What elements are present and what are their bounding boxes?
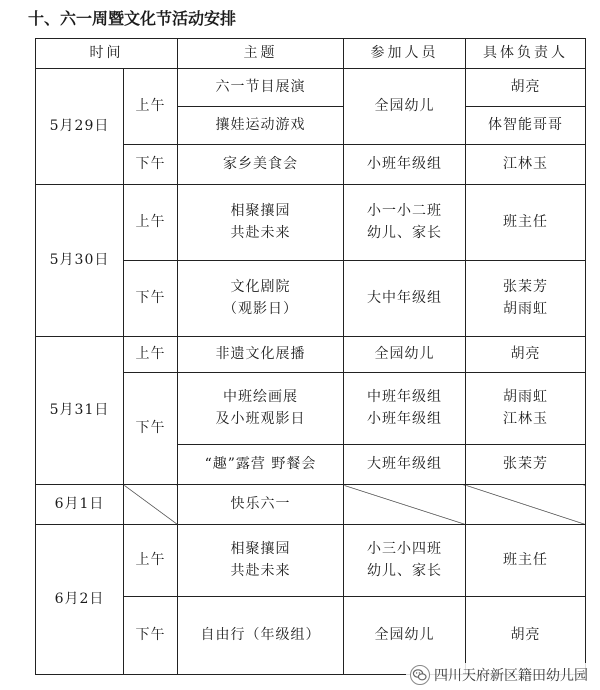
leader-line: 江林玉 [503,410,548,427]
leader-cell: 胡亮 [466,69,586,107]
participants-line: 幼儿、家长 [367,562,442,579]
theme-line: 中班绘画展 [223,388,298,405]
theme-cell: 六一节目展演 [178,69,344,107]
header-theme: 主题 [178,39,344,69]
table-row [36,525,586,597]
theme-line: 文化剧院 [230,278,291,295]
theme-cell: 家乡美食会 [178,145,344,185]
leader-cell: 胡亮 [466,337,586,373]
header-leader: 具体负责人 [466,39,586,69]
participants-cell: 全园幼儿 [344,337,466,373]
leader-line: 胡雨虹 [503,388,548,405]
section-heading: 十、六一周暨文化节活动安排 [28,9,237,28]
leader-line: 张茉芳 [503,278,548,295]
participants-line: 小一小二班 [367,202,442,219]
schedule-table [35,38,586,675]
leader-cell: 张茉芳 [466,445,586,485]
date-cell: 5月30日 [36,185,124,337]
theme-cell [178,525,344,597]
leader-cell: 班主任 [466,185,586,261]
period-cell: 下午 [124,261,178,337]
theme-cell [178,373,344,445]
date-cell: 5月31日 [36,337,124,485]
date-cell: 6月1日 [36,485,124,525]
theme-line: （观影日） [223,300,298,317]
empty-diagonal-cell [466,485,586,525]
header-row [36,39,586,69]
leader-cell: 胡亮 [466,597,586,675]
participants-cell [344,185,466,261]
theme-cell: 攘娃运动游戏 [178,107,344,145]
period-cell: 上午 [124,185,178,261]
header-time: 时间 [36,39,178,69]
period-cell: 上午 [124,337,178,373]
theme-line: 及小班观影日 [215,410,306,427]
participants-line: 幼儿、家长 [367,224,442,241]
theme-cell: 快乐六一 [178,485,344,525]
table-row [36,69,586,107]
participants-cell: 大班年级组 [344,445,466,485]
leader-cell [466,373,586,445]
participants-cell: 全园幼儿 [344,69,466,145]
leader-cell: 江林玉 [466,145,586,185]
theme-line: 相聚攘园 [230,202,291,219]
theme-line: 相聚攘园 [230,540,291,557]
empty-diagonal-cell [344,485,466,525]
leader-line: 胡雨虹 [503,300,548,317]
theme-cell: 非遗文化展播 [178,337,344,373]
participants-line: 小班年级组 [367,410,442,427]
participants-cell: 大中年级组 [344,261,466,337]
period-cell: 下午 [124,145,178,185]
theme-line: 共赴未来 [230,562,291,579]
theme-cell [178,261,344,337]
theme-line: 共赴未来 [230,224,291,241]
leader-cell: 班主任 [466,525,586,597]
participants-cell [344,525,466,597]
theme-cell: “趣”露营 野餐会 [178,445,344,485]
leader-cell [466,261,586,337]
period-cell: 下午 [124,373,178,485]
participants-cell: 小班年级组 [344,145,466,185]
header-participants: 参加人员 [344,39,466,69]
period-cell: 上午 [124,525,178,597]
empty-diagonal-cell [124,485,178,525]
wechat-icon [410,665,430,685]
participants-cell: 全园幼儿 [344,597,466,675]
table-row [36,185,586,261]
table-row [36,485,586,525]
participants-line: 小三小四班 [367,540,442,557]
table-row [36,337,586,373]
date-cell: 6月2日 [36,525,124,675]
date-cell: 5月29日 [36,69,124,185]
period-cell: 上午 [124,69,178,145]
theme-cell: 自由行（年级组） [178,597,344,675]
theme-cell [178,185,344,261]
participants-line: 中班年级组 [367,388,442,405]
participants-cell [344,373,466,445]
watermark [406,663,592,687]
period-cell: 下午 [124,597,178,675]
watermark-text: 四川天府新区籍田幼儿园 [434,668,588,684]
leader-cell: 体智能哥哥 [466,107,586,145]
